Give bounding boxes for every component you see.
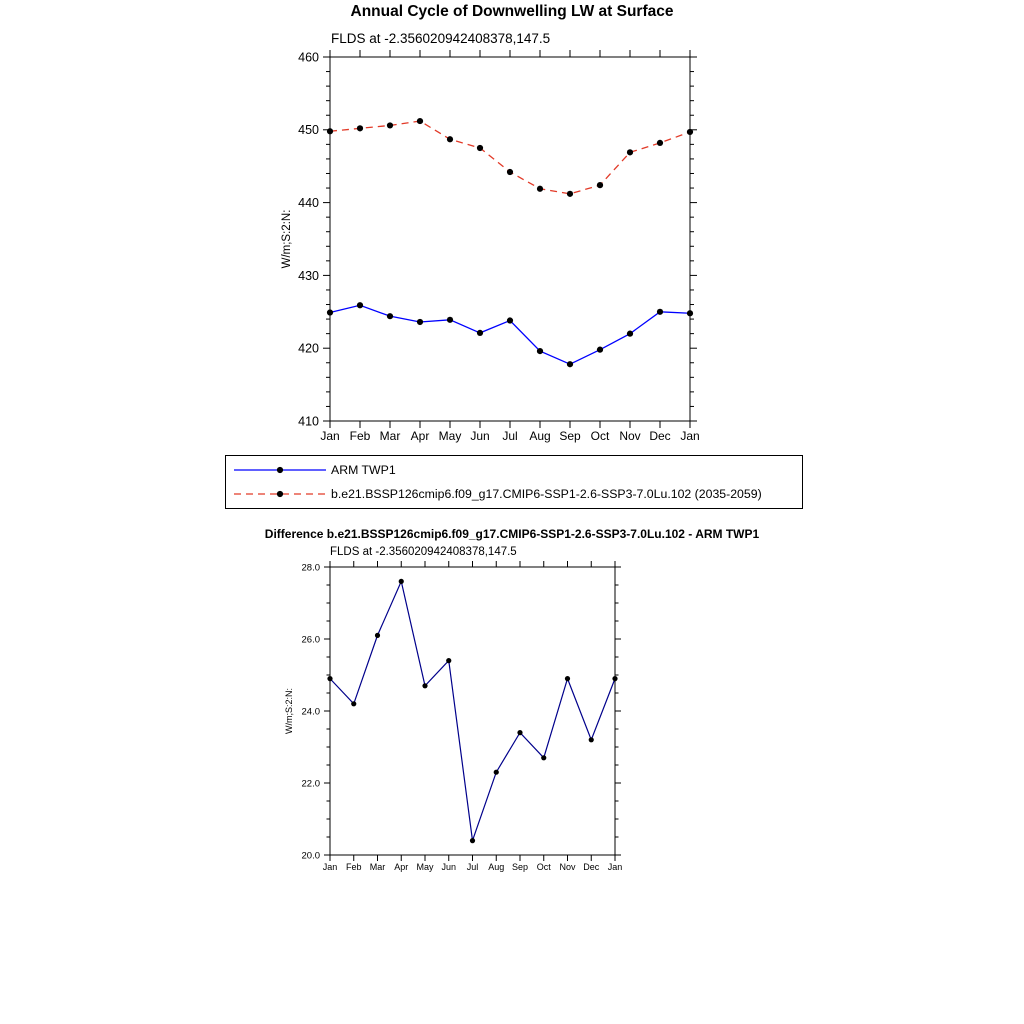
data-point-marker [627, 149, 633, 155]
x-tick-label: Aug [529, 429, 551, 443]
x-tick-label: Mar [379, 429, 401, 443]
x-tick-label: Apr [410, 429, 430, 443]
data-point-marker [447, 136, 453, 142]
chart1-subtitle: FLDS at -2.356020942408378,147.5 [331, 31, 551, 46]
data-point-marker [417, 319, 423, 325]
legend-item-arm-twp1 [232, 458, 802, 482]
data-point-marker [657, 140, 663, 146]
axes [324, 561, 621, 861]
legend-dashed-line-sample [232, 486, 328, 502]
y-tick-label: 440 [298, 195, 319, 210]
x-tick-label: Jul [466, 862, 479, 872]
data-point-marker [422, 683, 427, 688]
x-tick-label: Sep [511, 862, 529, 872]
data-point-marker [507, 317, 513, 323]
data-point-marker [687, 310, 693, 316]
legend [225, 455, 803, 509]
x-tick-label: Sep [559, 429, 581, 443]
y-axis-label: W/m;S:2:N: [281, 209, 293, 269]
plot-frame [330, 567, 615, 855]
x-tick-label: Feb [349, 429, 371, 443]
axes [323, 50, 697, 428]
data-point-marker [357, 302, 363, 308]
data-point-marker [327, 309, 333, 315]
data-point-marker [507, 169, 513, 175]
data-point-marker [589, 737, 594, 742]
data-point-marker [417, 118, 423, 124]
x-tick-label: Nov [559, 862, 576, 872]
y-tick-label: 410 [298, 414, 319, 429]
data-point-marker [541, 755, 546, 760]
data-point-marker [447, 317, 453, 323]
data-point-marker [387, 122, 393, 128]
series-line [330, 305, 690, 364]
y-tick-label: 24.0 [301, 706, 320, 718]
chart2-subtitle: FLDS at -2.356020942408378,147.5 [330, 546, 517, 558]
data-point-marker [537, 348, 543, 354]
data-point-marker [627, 331, 633, 337]
x-tick-label: Jun [470, 429, 490, 443]
x-tick-label: Jun [441, 862, 457, 872]
x-tick-label: Dec [649, 429, 671, 443]
data-point-marker [494, 770, 499, 775]
data-point-marker [537, 186, 543, 192]
data-point-marker [567, 361, 573, 367]
plot-frame [330, 57, 690, 421]
y-tick-label: 22.0 [301, 778, 320, 790]
x-tick-label: Oct [536, 862, 551, 872]
x-tick-label: Jan [320, 429, 340, 443]
x-tick-label: Jan [607, 862, 623, 872]
data-point-marker [399, 579, 404, 584]
data-point-marker [375, 633, 380, 638]
x-tick-label: Dec [583, 862, 600, 872]
y-axis-label: W/m;S:2:N: [284, 687, 294, 735]
x-tick-label: Feb [345, 862, 362, 872]
data-point-marker [565, 676, 570, 681]
y-tick-label: 420 [298, 341, 319, 356]
x-tick-label: Mar [369, 862, 386, 872]
data-point-marker [612, 676, 617, 681]
series-line [330, 121, 690, 194]
data-point-marker [517, 730, 522, 735]
x-tick-label: Jul [502, 429, 518, 443]
y-tick-label: 430 [298, 268, 319, 283]
y-tick-label: 20.0 [301, 850, 320, 862]
data-point-marker [351, 701, 356, 706]
data-point-marker [597, 182, 603, 188]
data-point-marker [477, 330, 483, 336]
x-tick-label: Jan [680, 429, 700, 443]
y-tick-label: 450 [298, 123, 319, 138]
legend-label-arm-twp1: ARM TWP1 [331, 463, 396, 477]
data-point-marker [446, 658, 451, 663]
data-point-marker [597, 347, 603, 353]
data-point-marker [477, 145, 483, 151]
legend-item-model [232, 482, 802, 506]
x-tick-label: Aug [488, 862, 505, 872]
chart1-title: Annual Cycle of Downwelling LW at Surface [350, 3, 674, 20]
annual-cycle-chart [230, 45, 730, 455]
data-point-marker [327, 676, 332, 681]
data-point-marker [357, 125, 363, 131]
legend-label-model: b.e21.BSSP126cmip6.f09_g17.CMIP6-SSP1-2.6-SSP3-7.0Lu.102 (2035-2059) [331, 487, 762, 501]
data-point-marker [387, 313, 393, 319]
difference-chart [250, 555, 670, 885]
x-tick-label: May [416, 862, 434, 872]
x-tick-label: Oct [590, 429, 610, 443]
data-point-marker [657, 309, 663, 315]
data-point-marker [687, 129, 693, 135]
chart2-title: Difference b.e21.BSSP126cmip6.f09_g17.CMIP6-SSP1-2.6-SSP3-7.0Lu.102 - ARM TWP1 [264, 527, 760, 541]
y-tick-label: 28.0 [301, 562, 320, 574]
y-tick-label: 460 [298, 50, 319, 65]
x-tick-label: Jan [322, 862, 338, 872]
data-point-marker [567, 191, 573, 197]
y-tick-label: 26.0 [301, 634, 320, 646]
data-point-marker [470, 838, 475, 843]
x-tick-label: Nov [619, 429, 641, 443]
data-point-marker [327, 128, 333, 134]
x-tick-label: Apr [394, 862, 409, 872]
legend-solid-line-sample [232, 462, 328, 478]
x-tick-label: May [438, 429, 462, 443]
series-line [330, 581, 615, 840]
